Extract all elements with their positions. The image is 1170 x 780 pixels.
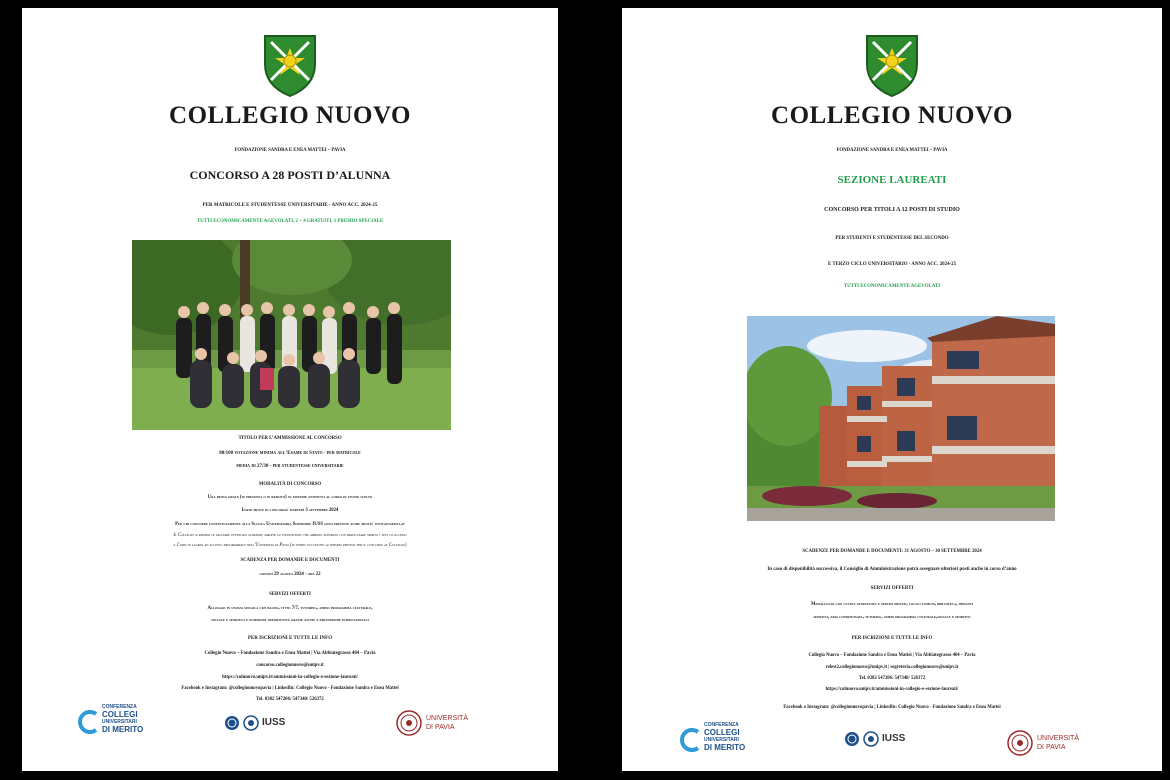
unipv-line-1: UNIVERSITÀ <box>426 715 469 722</box>
conf-line-3: UNIVERSITARI <box>704 737 739 743</box>
unipv-line-1: UNIVERSITÀ <box>1037 735 1080 742</box>
conf-line-1: CONFERENZA <box>102 704 137 710</box>
conf-line-2: COLLEGI <box>704 728 740 737</box>
services-line-2: sociale e sportivo e numerose opportunità grazie anche a partnership internazionali <box>211 618 369 623</box>
collegio-crest-icon <box>865 34 919 98</box>
group-photo <box>132 240 451 430</box>
iuss-seal-icon <box>224 715 240 731</box>
info-social: Facebook e Instagram: @collegionuovopavia | LinkedIn: Collegio Nuovo - Fondazione Sandra e Enea Mattei <box>783 705 1001 710</box>
unipv-logo <box>396 710 476 740</box>
partner-logos <box>622 720 1162 760</box>
info-address: Collegio Nuovo – Fondazione Sandra e Enea Mattei | Via Abbiategrasso 404 – Pavia <box>204 651 376 656</box>
services-title: SERVIZI OFFERTI <box>870 586 914 591</box>
iuss-logo <box>844 730 924 750</box>
benefits-line: TUTTI ECONOMICAMENTE AGEVOLATI <box>843 284 941 289</box>
deadline-title: SCADENZA PER DOMANDE E DOCUMENTI <box>240 558 340 563</box>
info-email-links[interactable]: relest2.collegionuovo@unipv.it | segreteria.collegionuovo@unipv.it <box>825 665 959 670</box>
info-email-link[interactable]: concorso.collegionuovo@unipv.it <box>256 663 324 668</box>
unipv-line-2: DI PAVIA <box>1037 744 1066 751</box>
college-title: COLLEGIO NUOVO <box>771 102 1013 129</box>
conferenza-collegi-logo <box>680 720 750 760</box>
unipv-seal-icon <box>396 710 422 736</box>
conf-line-4: DI MERITO <box>102 725 144 734</box>
deadline-line: SCADENZE PER DOMANDE E DOCUMENTI: 31 AGOSTO – 30 SETTEMBRE 2024 <box>802 549 982 554</box>
admission-line-2: media di 27/30 - per studentesse universitarie <box>236 464 344 469</box>
services-line-1: Minialloggi con cucina attrezzata e servizi privati, locali comuni, biblioteca, impianti <box>810 602 974 607</box>
late-applications-note-2: a Corsi di laurea ad accesso programmato nell’Università di Pavia (in tempo successivo ai termini previsti per il concorso al Collegio) <box>173 543 407 548</box>
contest-headline: CONCORSO A 28 POSTI D’ALUNNA <box>189 168 391 182</box>
info-website-link[interactable]: https://colnuovo.unipv.it/ammissioni-in-collegio-e-sezione-laureati/ <box>222 675 358 680</box>
modality-line-2: Inizio prove di concorso: martedì 3 settembre 2024 <box>241 508 339 513</box>
info-title: PER ISCRIZIONI E TUTTE LE INFO <box>247 636 333 641</box>
conf-line-1: CONFERENZA <box>704 722 739 728</box>
admission-title: TITOLO PER L’AMMISSIONE AL CONCORSO <box>238 436 342 441</box>
partner-logos <box>22 702 558 742</box>
college-title: COLLEGIO NUOVO <box>169 102 411 129</box>
poster-sezione-laureati <box>622 8 1162 771</box>
services-line-1: Alloggio in stanza singola con bagno, vitto 7/7, tutoring, ampio programma culturale, <box>207 606 373 611</box>
audience-line-2: E TERZO CICLO UNIVERSITARIO - ANNO ACC. 2024-25 <box>827 262 957 267</box>
conferenza-collegi-logo <box>78 702 148 742</box>
info-phone: Tel. 0382 547206/ 547340/ 526372 <box>858 676 926 681</box>
services-line-2: sportivi, aria condizionata, tutoring, ampio programma culturale,sociale e sportivo <box>813 615 971 620</box>
info-title: PER ISCRIZIONI E TUTTE LE INFO <box>851 636 933 641</box>
modality-title: MODALITÀ DI CONCORSO <box>258 482 322 487</box>
deadline-note: In caso di disponibilità successiva, il Consiglio di Amministrazione potrà assegnare ulteriori posti anche in corso d’anno <box>767 567 1017 572</box>
info-website-link[interactable]: https://colnuovo.unipv.it/ammissioni-in-collegio-e-sezione-laureati/ <box>825 687 959 692</box>
info-address: Collegio Nuovo – Fondazione Sandra e Enea Mattei | Via Abbiategrasso 404 – Pavia <box>808 653 976 658</box>
residence-photo <box>747 316 1055 521</box>
admission-line-1: 80/100 votazione minima all’Esame di Stato - per matricole <box>219 451 361 456</box>
iuss-seal-icon <box>844 731 860 747</box>
unipv-logo <box>1007 730 1087 760</box>
services-title: SERVIZI OFFERTI <box>269 592 311 597</box>
audience-line-1: PER STUDENTI E STUDENTESSE DEL SECONDO <box>835 236 949 241</box>
iuss-emblem-icon <box>863 731 879 747</box>
foundation-subtitle: FONDAZIONE SANDRA E ENEA MATTEI – PAVIA <box>234 148 346 153</box>
iuss-label: IUSS <box>882 733 906 744</box>
benefits-line: TUTTI ECONOMICAMENTE AGEVOLATI, 2 + 4 GRATUITI, 1 PREMIO SPECIALE <box>196 219 384 224</box>
deadline-date: giovedì 29 agosto 2024 - ore 22 <box>259 572 321 577</box>
modality-line-1: Una prova orale (in presenza o in remoto) su materie attinenti al corso di studio scelto <box>207 495 373 500</box>
iuss-emblem-icon <box>243 715 259 731</box>
unipv-line-2: DI PAVIA <box>426 724 455 731</box>
info-phone: Tel. 0382 547206/ 547340/ 526372 <box>256 697 324 702</box>
conf-line-2: COLLEGI <box>102 710 138 719</box>
unipv-seal-icon <box>1007 730 1033 756</box>
poster-concorso-alunne <box>22 8 558 771</box>
iuss-logo <box>224 714 304 734</box>
audience-line: PER MATRICOLE E STUDENTESSE UNIVERSITARIE - ANNO ACC. 2024-25 <box>202 203 378 208</box>
conf-line-3: UNIVERSITARI <box>102 719 137 725</box>
conferenza-swirl-icon <box>680 728 702 752</box>
iuss-label: IUSS <box>262 717 286 728</box>
info-social: Facebook e Instagram: @collegionuovopavia | LinkedIn: Collegio Nuovo - Fondazione Sandra e Enea Mattei <box>181 686 399 691</box>
conferenza-swirl-icon <box>78 710 100 734</box>
contest-headline: CONCORSO PER TITOLI A 12 POSTI DI STUDIO <box>824 207 960 213</box>
late-applications-note-1: Il Collegio si riserva di valutare eventuali domande tardive di studentesse che abbiano superato con particolare merito i test di accesso <box>173 533 407 538</box>
iuss-note: Per chi concorre contestualmente alla Scuola Universitaria Superiore IUSS sono previste altre prove: www.iusspavia.it <box>175 522 405 527</box>
foundation-subtitle: FONDAZIONE SANDRA E ENEA MATTEI – PAVIA <box>836 148 948 153</box>
conf-line-4: DI MERITO <box>704 743 746 752</box>
collegio-crest-icon <box>263 34 317 98</box>
section-title: SEZIONE LAUREATI <box>837 174 947 186</box>
